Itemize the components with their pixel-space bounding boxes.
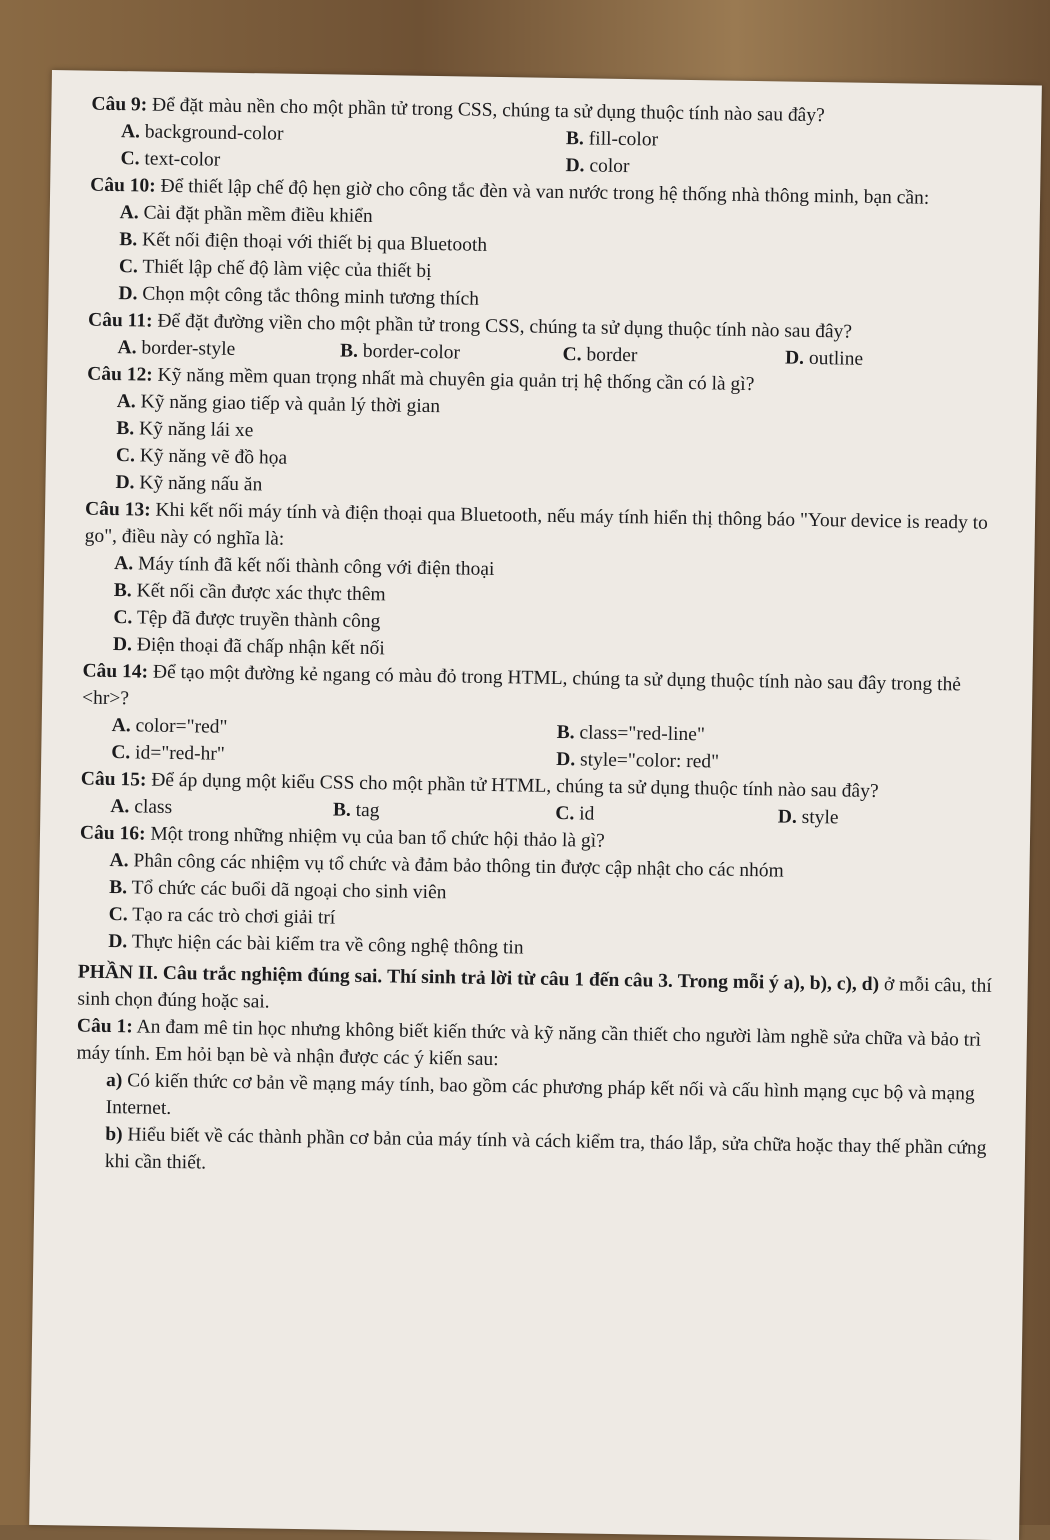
option-b: B. Tổ chức các buổi dã ngoại cho sinh viên (109, 877, 447, 904)
option-d: D. style="color: red" (556, 749, 720, 773)
question-text: An đam mê tin học nhưng không biết kiến thức và kỹ năng cần thiết cho người làm nghề sửa chữa và bảo trì máy tính. Em hỏi bạn bè và nhận được các ý kiến sau: (76, 1016, 982, 1071)
option-d: D. Kỹ năng nấu ăn (115, 472, 263, 496)
option-b: B. Kết nối cần được xác thực thêm (113, 580, 386, 606)
question-text: Để tạo một đường kẻ ngang có màu đỏ trong HTML, chúng ta sử dụng thuộc tính nào sau đây trong thẻ <hr>? (81, 661, 962, 710)
option-d: D. outline (784, 347, 864, 370)
question-text: Khi kết nối máy tính và điện thoại qua Bluetooth, nếu máy tính hiển thị thông báo "Your device is ready to go", điều này có nghĩa là: (84, 499, 989, 550)
question-label: Câu 10: (90, 174, 156, 197)
option-c: C. id="red-hr" (111, 742, 226, 765)
part-2-intro-b: Trong mỗi ý a), b), c), d) (677, 970, 880, 996)
question-text: Một trong những nhiệm vụ của ban tổ chức hội thảo là gì? (150, 823, 605, 852)
option-c: C. id (555, 802, 595, 825)
question-text: Để áp dụng một kiểu CSS cho một phần tử HTML, chúng ta sử dụng thuộc tính nào sau đây? (151, 769, 879, 803)
option-b: B. border-color (339, 340, 461, 364)
option-c: C. border (562, 344, 638, 367)
option-a: A. color="red" (111, 715, 228, 738)
option-d: D. color (565, 155, 630, 178)
option-a: A. Cài đặt phần mềm điều khiển (119, 202, 373, 228)
question-label: Câu 16: (79, 822, 146, 845)
statement-b: b) Hiểu biết về các thành phần cơ bản của máy tính và cách kiểm tra, tháo lắp, sửa chữa hoặc thay thế phần cứng khi cần thiết. (104, 1123, 987, 1174)
question-label: Câu 1: (76, 1015, 133, 1038)
question-text: Để đặt màu nền cho một phần tử trong CSS, chúng ta sử dụng thuộc tính nào sau đây? (151, 94, 825, 127)
question-text: Để thiết lập chế độ hẹn giờ cho công tắc đèn và van nước trong hệ thống nhà thông minh, bạn cần: (160, 175, 930, 209)
question-label: Câu 11: (87, 309, 153, 332)
question-label: Câu 13: (84, 498, 151, 521)
option-d: D. Thực hiện các bài kiểm tra về công nghệ thông tin (108, 930, 524, 959)
part-2-intro-c: ở mỗi câu, thí sinh chọn đúng hoặc sai. (77, 974, 992, 1013)
option-b: B. Kết nối điện thoại với thiết bị qua Bluetooth (119, 229, 488, 256)
part-2-heading: PHẦN II. Câu trắc nghiệm đúng sai. (77, 961, 383, 988)
option-b: B. Kỹ năng lái xe (116, 418, 254, 442)
option-c: C. Kỹ năng vẽ đồ họa (115, 445, 288, 469)
option-a: A. class (110, 796, 173, 818)
question-label: Câu 9: (91, 93, 148, 116)
part-2-intro-a: Thí sinh trả lời từ câu 1 đến câu 3. (386, 966, 674, 992)
question-text: Kỹ năng mềm quan trọng nhất mà chuyên gia quản trị hệ thống cần có là gì? (157, 364, 755, 396)
exam-paper-sheet (29, 70, 1042, 1540)
option-b: B. tag (332, 799, 380, 822)
option-c: C. text-color (120, 148, 221, 171)
option-d: D. Điện thoại đã chấp nhận kết nối (112, 634, 385, 660)
statement-a: a) Có kiến thức cơ bản về mạng máy tính, bao gồm các phương pháp kết nối và cấu hình mạng cục bộ và mạng Internet. (105, 1069, 975, 1119)
option-c: C. Thiết lập chế độ làm việc của thiết bị (118, 256, 432, 282)
option-c: C. Tệp đã được truyền thành công (113, 607, 381, 633)
option-d: D. Chọn một công tắc thông minh tương thích (118, 283, 480, 310)
exam-page-content (75, 91, 1012, 1189)
option-b: B. class="red-line" (556, 722, 706, 746)
question-label: Câu 12: (87, 363, 153, 386)
option-a: A. background-color (120, 121, 284, 145)
question-text: Để đặt đường viền cho một phần tử trong CSS, chúng ta sử dụng thuộc tính nào sau đây? (157, 310, 853, 343)
question-label: Câu 14: (82, 660, 149, 683)
option-b: B. fill-color (565, 128, 659, 151)
question-label: Câu 15: (80, 768, 147, 791)
option-a: A. Phân công các nhiệm vụ tổ chức và đảm bảo thông tin được cập nhật cho các nhóm (109, 850, 784, 882)
option-c: C. Tạo ra các trò chơi giải trí (108, 903, 336, 929)
option-a: A. Kỹ năng giao tiếp và quản lý thời gian (116, 391, 441, 418)
option-a: A. Máy tính đã kết nối thành công với điện thoại (114, 553, 495, 581)
option-d: D. style (777, 806, 839, 829)
option-a: A. border-style (117, 337, 236, 360)
